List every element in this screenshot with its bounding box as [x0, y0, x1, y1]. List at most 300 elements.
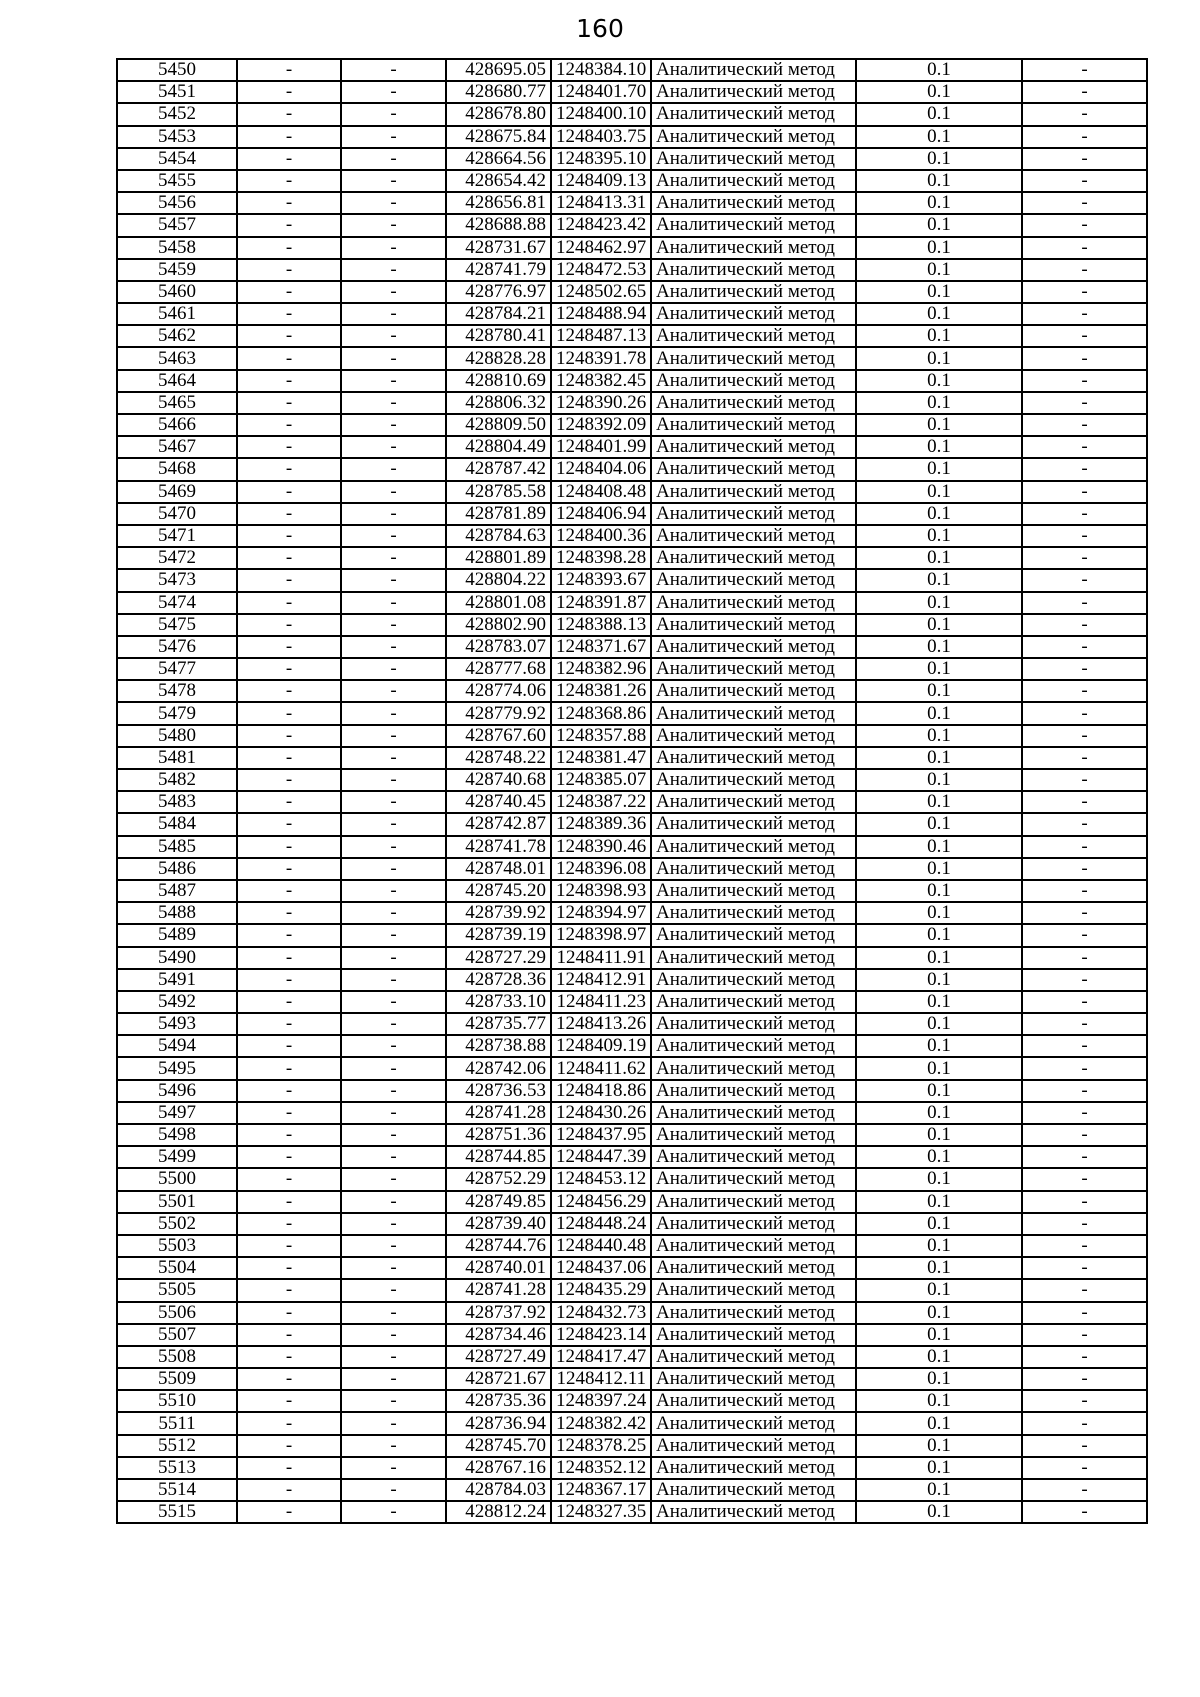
method-cell: Аналитический метод [651, 614, 856, 636]
accuracy-cell: 0.1 [856, 436, 1022, 458]
column-3-cell: - [341, 1191, 446, 1213]
method-cell: Аналитический метод [651, 791, 856, 813]
point-number-cell: 5514 [117, 1479, 237, 1501]
point-number-cell: 5504 [117, 1257, 237, 1279]
table-row [117, 1213, 1147, 1235]
table-row [117, 1146, 1147, 1168]
y-coordinate-cell: 1248390.26 [551, 392, 651, 414]
y-coordinate-cell: 1248472.53 [551, 259, 651, 281]
column-8-cell: - [1022, 347, 1147, 369]
y-coordinate-cell: 1248487.13 [551, 325, 651, 347]
accuracy-cell: 0.1 [856, 969, 1022, 991]
column-8-cell: - [1022, 1213, 1147, 1235]
table-row [117, 747, 1147, 769]
table-row [117, 658, 1147, 680]
x-coordinate-cell: 428741.28 [446, 1279, 551, 1301]
x-coordinate-cell: 428801.08 [446, 592, 551, 614]
column-8-cell: - [1022, 481, 1147, 503]
column-2-cell: - [237, 614, 341, 636]
column-3-cell: - [341, 303, 446, 325]
accuracy-cell: 0.1 [856, 547, 1022, 569]
column-3-cell: - [341, 1479, 446, 1501]
y-coordinate-cell: 1248400.10 [551, 103, 651, 125]
column-8-cell: - [1022, 658, 1147, 680]
column-2-cell: - [237, 947, 341, 969]
column-2-cell: - [237, 1368, 341, 1390]
column-2-cell: - [237, 481, 341, 503]
column-3-cell: - [341, 636, 446, 658]
x-coordinate-cell: 428740.68 [446, 769, 551, 791]
column-2-cell: - [237, 1501, 341, 1523]
column-3-cell: - [341, 259, 446, 281]
column-3-cell: - [341, 569, 446, 591]
table-row [117, 325, 1147, 347]
y-coordinate-cell: 1248400.36 [551, 525, 651, 547]
point-number-cell: 5496 [117, 1080, 237, 1102]
table-row [117, 902, 1147, 924]
point-number-cell: 5471 [117, 525, 237, 547]
y-coordinate-cell: 1248327.35 [551, 1501, 651, 1523]
column-3-cell: - [341, 1368, 446, 1390]
y-coordinate-cell: 1248423.14 [551, 1324, 651, 1346]
method-cell: Аналитический метод [651, 1324, 856, 1346]
column-3-cell: - [341, 1080, 446, 1102]
method-cell: Аналитический метод [651, 1235, 856, 1257]
column-2-cell: - [237, 1479, 341, 1501]
accuracy-cell: 0.1 [856, 170, 1022, 192]
y-coordinate-cell: 1248408.48 [551, 481, 651, 503]
x-coordinate-cell: 428779.92 [446, 702, 551, 724]
method-cell: Аналитический метод [651, 1168, 856, 1190]
accuracy-cell: 0.1 [856, 1390, 1022, 1412]
method-cell: Аналитический метод [651, 414, 856, 436]
x-coordinate-cell: 428804.49 [446, 436, 551, 458]
y-coordinate-cell: 1248423.42 [551, 214, 651, 236]
y-coordinate-cell: 1248389.36 [551, 813, 651, 835]
column-3-cell: - [341, 81, 446, 103]
x-coordinate-cell: 428739.92 [446, 902, 551, 924]
method-cell: Аналитический метод [651, 1013, 856, 1035]
method-cell: Аналитический метод [651, 192, 856, 214]
method-cell: Аналитический метод [651, 1457, 856, 1479]
point-number-cell: 5479 [117, 702, 237, 724]
table-row [117, 969, 1147, 991]
column-8-cell: - [1022, 813, 1147, 835]
point-number-cell: 5452 [117, 103, 237, 125]
accuracy-cell: 0.1 [856, 836, 1022, 858]
column-8-cell: - [1022, 1412, 1147, 1434]
point-number-cell: 5487 [117, 880, 237, 902]
point-number-cell: 5494 [117, 1035, 237, 1057]
x-coordinate-cell: 428767.60 [446, 725, 551, 747]
method-cell: Аналитический метод [651, 680, 856, 702]
table-row [117, 436, 1147, 458]
column-8-cell: - [1022, 769, 1147, 791]
y-coordinate-cell: 1248462.97 [551, 237, 651, 259]
x-coordinate-cell: 428781.89 [446, 503, 551, 525]
column-8-cell: - [1022, 1324, 1147, 1346]
method-cell: Аналитический метод [651, 1501, 856, 1523]
x-coordinate-cell: 428741.79 [446, 259, 551, 281]
column-3-cell: - [341, 880, 446, 902]
column-2-cell: - [237, 680, 341, 702]
column-3-cell: - [341, 59, 446, 81]
column-2-cell: - [237, 1124, 341, 1146]
point-number-cell: 5502 [117, 1213, 237, 1235]
point-number-cell: 5450 [117, 59, 237, 81]
table-row [117, 725, 1147, 747]
column-2-cell: - [237, 1435, 341, 1457]
column-3-cell: - [341, 1146, 446, 1168]
y-coordinate-cell: 1248417.47 [551, 1346, 651, 1368]
point-number-cell: 5484 [117, 813, 237, 835]
point-number-cell: 5481 [117, 747, 237, 769]
method-cell: Аналитический метод [651, 1191, 856, 1213]
table-row [117, 569, 1147, 591]
point-number-cell: 5510 [117, 1390, 237, 1412]
method-cell: Аналитический метод [651, 103, 856, 125]
x-coordinate-cell: 428751.36 [446, 1124, 551, 1146]
column-3-cell: - [341, 592, 446, 614]
method-cell: Аналитический метод [651, 214, 856, 236]
y-coordinate-cell: 1248393.67 [551, 569, 651, 591]
point-number-cell: 5455 [117, 170, 237, 192]
column-3-cell: - [341, 148, 446, 170]
table-row [117, 1013, 1147, 1035]
column-8-cell: - [1022, 614, 1147, 636]
table-row [117, 458, 1147, 480]
method-cell: Аналитический метод [651, 592, 856, 614]
column-3-cell: - [341, 103, 446, 125]
x-coordinate-cell: 428801.89 [446, 547, 551, 569]
y-coordinate-cell: 1248395.10 [551, 148, 651, 170]
column-8-cell: - [1022, 1457, 1147, 1479]
point-number-cell: 5460 [117, 281, 237, 303]
column-3-cell: - [341, 969, 446, 991]
point-number-cell: 5492 [117, 991, 237, 1013]
x-coordinate-cell: 428812.24 [446, 1501, 551, 1523]
point-number-cell: 5503 [117, 1235, 237, 1257]
column-2-cell: - [237, 858, 341, 880]
column-3-cell: - [341, 1457, 446, 1479]
accuracy-cell: 0.1 [856, 1279, 1022, 1301]
table-row [117, 1191, 1147, 1213]
x-coordinate-cell: 428688.88 [446, 214, 551, 236]
point-number-cell: 5461 [117, 303, 237, 325]
x-coordinate-cell: 428828.28 [446, 347, 551, 369]
method-cell: Аналитический метод [651, 148, 856, 170]
y-coordinate-cell: 1248352.12 [551, 1457, 651, 1479]
y-coordinate-cell: 1248398.97 [551, 924, 651, 946]
method-cell: Аналитический метод [651, 237, 856, 259]
method-cell: Аналитический метод [651, 1257, 856, 1279]
x-coordinate-cell: 428721.67 [446, 1368, 551, 1390]
column-8-cell: - [1022, 1124, 1147, 1146]
column-3-cell: - [341, 325, 446, 347]
y-coordinate-cell: 1248437.06 [551, 1257, 651, 1279]
column-3-cell: - [341, 1013, 446, 1035]
column-8-cell: - [1022, 680, 1147, 702]
column-3-cell: - [341, 481, 446, 503]
column-2-cell: - [237, 126, 341, 148]
column-8-cell: - [1022, 747, 1147, 769]
x-coordinate-cell: 428806.32 [446, 392, 551, 414]
column-3-cell: - [341, 836, 446, 858]
x-coordinate-cell: 428809.50 [446, 414, 551, 436]
table-row [117, 370, 1147, 392]
accuracy-cell: 0.1 [856, 702, 1022, 724]
accuracy-cell: 0.1 [856, 503, 1022, 525]
column-2-cell: - [237, 436, 341, 458]
y-coordinate-cell: 1248390.46 [551, 836, 651, 858]
method-cell: Аналитический метод [651, 347, 856, 369]
column-2-cell: - [237, 836, 341, 858]
point-number-cell: 5485 [117, 836, 237, 858]
table-row [117, 791, 1147, 813]
column-8-cell: - [1022, 924, 1147, 946]
point-number-cell: 5498 [117, 1124, 237, 1146]
table-row [117, 1080, 1147, 1102]
y-coordinate-cell: 1248384.10 [551, 59, 651, 81]
accuracy-cell: 0.1 [856, 880, 1022, 902]
x-coordinate-cell: 428695.05 [446, 59, 551, 81]
column-8-cell: - [1022, 237, 1147, 259]
column-2-cell: - [237, 525, 341, 547]
table-row [117, 1102, 1147, 1124]
column-2-cell: - [237, 1235, 341, 1257]
method-cell: Аналитический метод [651, 1412, 856, 1434]
column-2-cell: - [237, 81, 341, 103]
method-cell: Аналитический метод [651, 1102, 856, 1124]
accuracy-cell: 0.1 [856, 1013, 1022, 1035]
y-coordinate-cell: 1248401.70 [551, 81, 651, 103]
column-8-cell: - [1022, 170, 1147, 192]
y-coordinate-cell: 1248488.94 [551, 303, 651, 325]
y-coordinate-cell: 1248367.17 [551, 1479, 651, 1501]
point-number-cell: 5486 [117, 858, 237, 880]
table-row [117, 1368, 1147, 1390]
y-coordinate-cell: 1248447.39 [551, 1146, 651, 1168]
table-row [117, 991, 1147, 1013]
column-8-cell: - [1022, 259, 1147, 281]
column-2-cell: - [237, 1080, 341, 1102]
column-2-cell: - [237, 192, 341, 214]
accuracy-cell: 0.1 [856, 81, 1022, 103]
column-2-cell: - [237, 969, 341, 991]
column-8-cell: - [1022, 525, 1147, 547]
column-3-cell: - [341, 370, 446, 392]
column-2-cell: - [237, 1057, 341, 1079]
y-coordinate-cell: 1248430.26 [551, 1102, 651, 1124]
table-row [117, 636, 1147, 658]
column-8-cell: - [1022, 1279, 1147, 1301]
column-8-cell: - [1022, 436, 1147, 458]
column-2-cell: - [237, 1346, 341, 1368]
y-coordinate-cell: 1248453.12 [551, 1168, 651, 1190]
accuracy-cell: 0.1 [856, 791, 1022, 813]
x-coordinate-cell: 428749.85 [446, 1191, 551, 1213]
column-2-cell: - [237, 880, 341, 902]
y-coordinate-cell: 1248382.42 [551, 1412, 651, 1434]
accuracy-cell: 0.1 [856, 481, 1022, 503]
point-number-cell: 5501 [117, 1191, 237, 1213]
table-row [117, 680, 1147, 702]
point-number-cell: 5505 [117, 1279, 237, 1301]
column-3-cell: - [341, 991, 446, 1013]
column-8-cell: - [1022, 81, 1147, 103]
point-number-cell: 5458 [117, 237, 237, 259]
column-3-cell: - [341, 237, 446, 259]
column-8-cell: - [1022, 947, 1147, 969]
y-coordinate-cell: 1248406.94 [551, 503, 651, 525]
accuracy-cell: 0.1 [856, 1302, 1022, 1324]
point-number-cell: 5477 [117, 658, 237, 680]
column-8-cell: - [1022, 1191, 1147, 1213]
method-cell: Аналитический метод [651, 636, 856, 658]
x-coordinate-cell: 428675.84 [446, 126, 551, 148]
table-row [117, 1501, 1147, 1523]
column-8-cell: - [1022, 1368, 1147, 1390]
accuracy-cell: 0.1 [856, 858, 1022, 880]
column-3-cell: - [341, 1102, 446, 1124]
x-coordinate-cell: 428780.41 [446, 325, 551, 347]
table-row [117, 148, 1147, 170]
method-cell: Аналитический метод [651, 569, 856, 591]
x-coordinate-cell: 428656.81 [446, 192, 551, 214]
y-coordinate-cell: 1248409.13 [551, 170, 651, 192]
x-coordinate-cell: 428742.06 [446, 1057, 551, 1079]
method-cell: Аналитический метод [651, 902, 856, 924]
column-2-cell: - [237, 347, 341, 369]
accuracy-cell: 0.1 [856, 1457, 1022, 1479]
x-coordinate-cell: 428735.77 [446, 1013, 551, 1035]
column-8-cell: - [1022, 103, 1147, 125]
x-coordinate-cell: 428810.69 [446, 370, 551, 392]
point-number-cell: 5472 [117, 547, 237, 569]
x-coordinate-cell: 428752.29 [446, 1168, 551, 1190]
column-8-cell: - [1022, 1257, 1147, 1279]
x-coordinate-cell: 428785.58 [446, 481, 551, 503]
y-coordinate-cell: 1248411.62 [551, 1057, 651, 1079]
column-2-cell: - [237, 702, 341, 724]
column-2-cell: - [237, 503, 341, 525]
accuracy-cell: 0.1 [856, 1102, 1022, 1124]
point-number-cell: 5491 [117, 969, 237, 991]
method-cell: Аналитический метод [651, 1124, 856, 1146]
column-3-cell: - [341, 1324, 446, 1346]
point-number-cell: 5480 [117, 725, 237, 747]
x-coordinate-cell: 428745.70 [446, 1435, 551, 1457]
column-2-cell: - [237, 281, 341, 303]
table-row [117, 481, 1147, 503]
column-3-cell: - [341, 769, 446, 791]
point-number-cell: 5478 [117, 680, 237, 702]
y-coordinate-cell: 1248403.75 [551, 126, 651, 148]
column-8-cell: - [1022, 1013, 1147, 1035]
column-3-cell: - [341, 436, 446, 458]
column-8-cell: - [1022, 1435, 1147, 1457]
method-cell: Аналитический метод [651, 991, 856, 1013]
table-row [117, 192, 1147, 214]
accuracy-cell: 0.1 [856, 1257, 1022, 1279]
method-cell: Аналитический метод [651, 725, 856, 747]
column-3-cell: - [341, 214, 446, 236]
method-cell: Аналитический метод [651, 126, 856, 148]
table-row [117, 1168, 1147, 1190]
column-2-cell: - [237, 392, 341, 414]
column-2-cell: - [237, 1213, 341, 1235]
accuracy-cell: 0.1 [856, 192, 1022, 214]
y-coordinate-cell: 1248396.08 [551, 858, 651, 880]
column-3-cell: - [341, 1346, 446, 1368]
method-cell: Аналитический метод [651, 1213, 856, 1235]
accuracy-cell: 0.1 [856, 614, 1022, 636]
column-8-cell: - [1022, 1168, 1147, 1190]
accuracy-cell: 0.1 [856, 924, 1022, 946]
column-2-cell: - [237, 636, 341, 658]
y-coordinate-cell: 1248411.91 [551, 947, 651, 969]
point-number-cell: 5509 [117, 1368, 237, 1390]
column-8-cell: - [1022, 836, 1147, 858]
table-row [117, 858, 1147, 880]
point-number-cell: 5474 [117, 592, 237, 614]
column-2-cell: - [237, 1035, 341, 1057]
column-8-cell: - [1022, 791, 1147, 813]
point-number-cell: 5508 [117, 1346, 237, 1368]
table-row [117, 1457, 1147, 1479]
x-coordinate-cell: 428748.22 [446, 747, 551, 769]
point-number-cell: 5499 [117, 1146, 237, 1168]
column-8-cell: - [1022, 503, 1147, 525]
accuracy-cell: 0.1 [856, 1124, 1022, 1146]
table-row [117, 702, 1147, 724]
accuracy-cell: 0.1 [856, 214, 1022, 236]
column-3-cell: - [341, 1412, 446, 1434]
x-coordinate-cell: 428748.01 [446, 858, 551, 880]
method-cell: Аналитический метод [651, 1390, 856, 1412]
accuracy-cell: 0.1 [856, 392, 1022, 414]
column-3-cell: - [341, 813, 446, 835]
column-3-cell: - [341, 1257, 446, 1279]
point-number-cell: 5475 [117, 614, 237, 636]
accuracy-cell: 0.1 [856, 59, 1022, 81]
column-8-cell: - [1022, 281, 1147, 303]
column-2-cell: - [237, 569, 341, 591]
column-8-cell: - [1022, 1235, 1147, 1257]
point-number-cell: 5500 [117, 1168, 237, 1190]
column-8-cell: - [1022, 1080, 1147, 1102]
column-8-cell: - [1022, 1146, 1147, 1168]
method-cell: Аналитический метод [651, 259, 856, 281]
accuracy-cell: 0.1 [856, 1324, 1022, 1346]
accuracy-cell: 0.1 [856, 148, 1022, 170]
method-cell: Аналитический метод [651, 1279, 856, 1301]
table-row [117, 414, 1147, 436]
x-coordinate-cell: 428776.97 [446, 281, 551, 303]
accuracy-cell: 0.1 [856, 259, 1022, 281]
column-3-cell: - [341, 126, 446, 148]
column-2-cell: - [237, 1279, 341, 1301]
accuracy-cell: 0.1 [856, 325, 1022, 347]
x-coordinate-cell: 428740.01 [446, 1257, 551, 1279]
column-2-cell: - [237, 370, 341, 392]
method-cell: Аналитический метод [651, 436, 856, 458]
point-number-cell: 5468 [117, 458, 237, 480]
column-3-cell: - [341, 680, 446, 702]
column-2-cell: - [237, 1324, 341, 1346]
table-row [117, 880, 1147, 902]
y-coordinate-cell: 1248398.28 [551, 547, 651, 569]
